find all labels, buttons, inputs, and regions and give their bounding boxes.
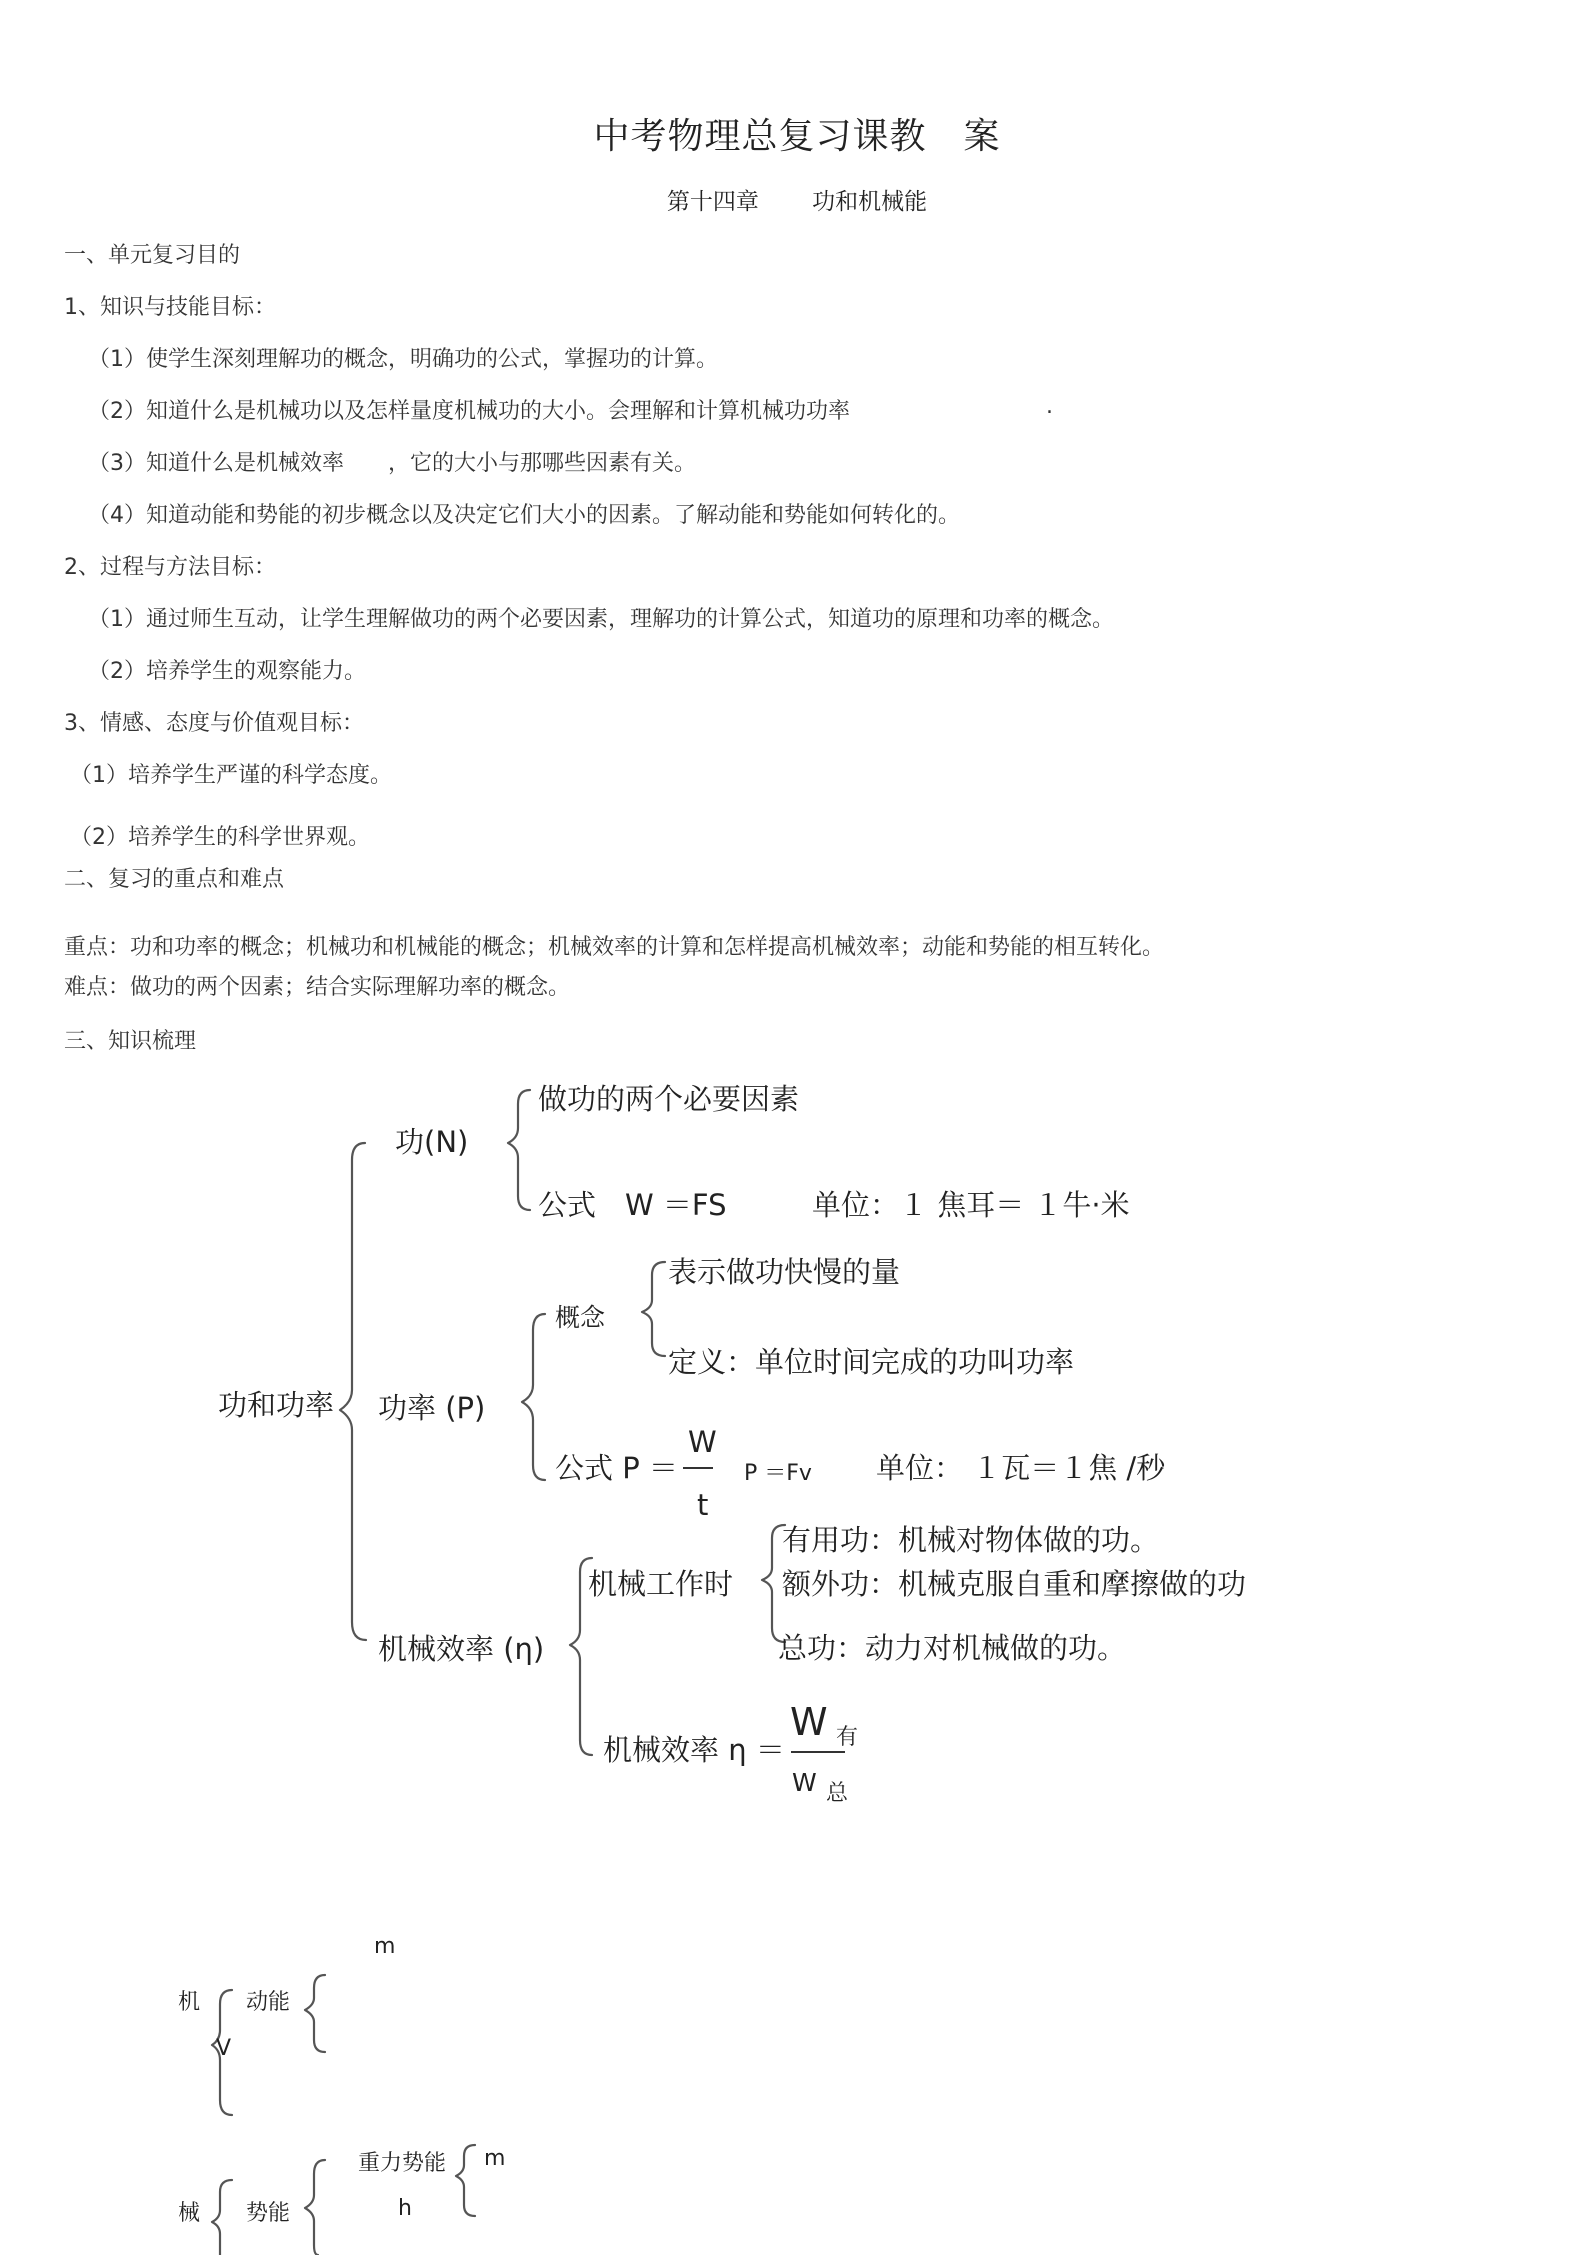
efficiency-fraction-denominator: W bbox=[792, 1768, 817, 1797]
node-total-work: 总功：动力对机械做的功。 bbox=[778, 1631, 1127, 1665]
node-work: 功(N) bbox=[395, 1125, 469, 1159]
goal-item: （1）通过师生互动，让学生理解做功的两个必要因素，理解功的计算公式，知道功的原理和功率的概念。 bbox=[88, 607, 1115, 632]
chapter-subtitle: 第十四章 功和机械能 bbox=[666, 189, 928, 215]
node-potential-energy: 势能 bbox=[246, 2201, 291, 2226]
page-title: 中考物理总复习课教 案 bbox=[593, 116, 1001, 157]
node-extra-work: 额外功：机械克服自重和摩擦做的功 bbox=[782, 1567, 1247, 1601]
goal-item: （2）知道什么是机械功以及怎样量度机械功的大小。会理解和计算机械功功率 bbox=[88, 399, 850, 424]
section-heading-3: 三、知识梳理 bbox=[64, 1029, 197, 1054]
power-fraction-denominator: t bbox=[697, 1488, 709, 1522]
node-ji: 机 bbox=[178, 1990, 201, 2015]
node-velocity: V bbox=[216, 2036, 232, 2061]
power-fraction-numerator: W bbox=[688, 1425, 717, 1459]
node-useful-work: 有用功：机械对物体做的功。 bbox=[782, 1523, 1160, 1557]
goal-item: （3）知道什么是机械效率 bbox=[88, 451, 344, 476]
node-concept-meaning: 表示做功快慢的量 bbox=[668, 1255, 901, 1289]
goal-item: （4）知道动能和势能的初步概念以及决定它们大小的因素。了解动能和势能如何转化的。 bbox=[88, 503, 961, 528]
node-mass-top: m bbox=[374, 1934, 396, 1959]
node-power: 功率 (P) bbox=[378, 1391, 486, 1425]
node-work-factors: 做功的两个必要因素 bbox=[538, 1082, 800, 1116]
brace-potential bbox=[305, 2160, 325, 2255]
brace-power bbox=[522, 1314, 545, 1480]
node-kinetic-energy: 动能 bbox=[246, 1990, 291, 2015]
node-concept-definition: 定义：单位时间完成的功叫功率 bbox=[668, 1345, 1075, 1379]
goal-item: （2）培养学生的科学世界观。 bbox=[70, 825, 370, 850]
node-work-and-power: 功和功率 bbox=[218, 1388, 335, 1422]
node-power-unit: 单位： １瓦＝１焦 /秒 bbox=[876, 1451, 1166, 1485]
section-heading-1: 一、单元复习目的 bbox=[64, 243, 241, 268]
node-gravity-potential: 重力势能 bbox=[358, 2151, 447, 2176]
node-power-formula: 公式 P ＝ bbox=[555, 1451, 678, 1485]
goal-heading-process: 2、过程与方法目标： bbox=[64, 555, 276, 580]
brace-kinetic-inner bbox=[305, 1975, 325, 2052]
difficult-point: 难点：做功的两个因素；结合实际理解功率的概念。 bbox=[64, 975, 571, 1000]
node-concept: 概念 bbox=[555, 1303, 606, 1332]
efficiency-numerator-subscript: 有 bbox=[836, 1725, 859, 1750]
goal-item-continued: ，它的大小与那哪些因素有关。 bbox=[388, 451, 697, 476]
node-efficiency: 机械效率 (η) bbox=[378, 1632, 545, 1666]
goal-item-tail: . bbox=[1046, 394, 1053, 419]
node-machine-working: 机械工作时 bbox=[588, 1567, 734, 1601]
efficiency-denominator-subscript: 总 bbox=[826, 1781, 849, 1806]
goal-item: （1）使学生深刻理解功的概念，明确功的公式，掌握功的计算。 bbox=[88, 347, 718, 372]
goal-item: （1）培养学生严谨的科学态度。 bbox=[70, 763, 392, 788]
node-xie: 械 bbox=[178, 2201, 201, 2226]
brace-concept bbox=[642, 1262, 665, 1356]
node-height: h bbox=[398, 2196, 412, 2221]
node-efficiency-formula: 机械效率 η ＝ bbox=[603, 1733, 785, 1767]
brace-root bbox=[340, 1143, 366, 1640]
goal-heading-attitude: 3、情感、态度与价值观目标： bbox=[64, 711, 364, 736]
brace-work bbox=[508, 1090, 530, 1210]
node-power-alt-formula: P ＝Fv bbox=[744, 1461, 812, 1486]
node-work-formula: 公式 W ＝FS bbox=[538, 1188, 727, 1222]
section-heading-2: 二、复习的重点和难点 bbox=[64, 867, 285, 892]
node-work-unit: 单位：１ 焦耳＝ １牛·米 bbox=[812, 1188, 1130, 1222]
node-mass-right: m bbox=[484, 2146, 506, 2171]
brace-potential-outer bbox=[212, 2180, 232, 2255]
efficiency-fraction-numerator: W bbox=[790, 1700, 828, 1744]
key-point: 重点：功和功率的概念；机械功和机械能的概念；机械效率的计算和怎样提高机械效率；动能和势能的相互转化。 bbox=[64, 935, 1165, 960]
goal-heading-knowledge: 1、知识与技能目标： bbox=[64, 295, 276, 320]
brace-gravity-potential bbox=[456, 2145, 475, 2216]
goal-item: （2）培养学生的观察能力。 bbox=[88, 659, 366, 684]
